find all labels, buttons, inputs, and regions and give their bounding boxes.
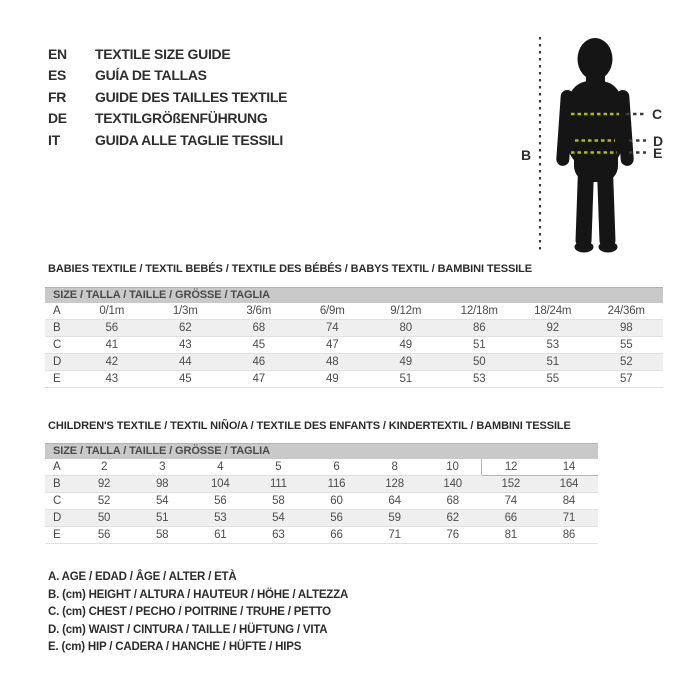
language-list (48, 43, 287, 151)
size-cell: 104 (191, 476, 249, 493)
size-cell: 53 (516, 337, 590, 354)
row-label: B (45, 320, 75, 337)
size-cell: 59 (366, 510, 424, 527)
baby-silhouette-icon (556, 38, 634, 253)
size-cell: 164 (540, 476, 598, 493)
size-cell: 51 (443, 337, 517, 354)
size-cell: 98 (133, 476, 191, 493)
table-row (45, 527, 598, 544)
size-cell: 98 (590, 320, 664, 337)
size-cell: 71 (366, 527, 424, 544)
legend-line: A. AGE / EDAD / ÂGE / ALTER / ETÀ (48, 571, 237, 583)
table-row (45, 510, 598, 527)
language-row (48, 43, 287, 65)
size-cell: 18/24m (516, 303, 590, 320)
table-row (45, 476, 598, 493)
size-cell: 6/9m (296, 303, 370, 320)
language-title: TEXTILGRÖßENFÜHRUNG (95, 110, 268, 127)
size-cell: 86 (540, 527, 598, 544)
measurement-legend (48, 569, 348, 657)
size-cell: 49 (296, 371, 370, 388)
row-label: C (45, 337, 75, 354)
size-cell: 84 (540, 493, 598, 510)
size-cell: 152 (482, 476, 540, 493)
size-header-bar: SIZE / TALLA / TAILLE / GRÖSSE / TAGLIA (45, 287, 663, 303)
legend-line: C. (cm) CHEST / PECHO / POITRINE / TRUHE / PETTO (48, 606, 331, 618)
size-cell: 92 (75, 476, 133, 493)
size-cell: 62 (424, 510, 482, 527)
language-code: FR (48, 88, 67, 105)
size-cell: 43 (75, 371, 149, 388)
table-row (45, 337, 663, 354)
legend-line: B. (cm) HEIGHT / ALTURA / HAUTEUR / HÖHE / ALTEZZA (48, 588, 349, 601)
size-cell: 86 (443, 320, 517, 337)
table-row (45, 303, 663, 320)
size-cell: 49 (369, 354, 443, 371)
size-cell: 49 (369, 337, 443, 354)
language-row (48, 65, 287, 87)
size-cell: 61 (191, 527, 249, 544)
size-cell: 56 (75, 320, 149, 337)
size-cell: 1/3m (149, 303, 223, 320)
babies-table-heading: BABIES TEXTILE / TEXTIL BEBÉS / TEXTILE DES BÉBÉS / BABYS TEXTIL / BAMBINI TESSILE (48, 263, 533, 275)
height-label: B (521, 147, 532, 163)
language-title: GUIDA ALLE TAGLIE TESSILI (95, 131, 283, 148)
table-row (45, 320, 663, 337)
size-cell: 55 (516, 371, 590, 388)
size-cell: 47 (222, 371, 296, 388)
size-cell: 56 (191, 493, 249, 510)
size-cell: 51 (369, 371, 443, 388)
size-cell: 128 (366, 476, 424, 493)
children-table-heading: CHILDREN'S TEXTILE / TEXTIL NIÑO/A / TEXTILE DES ENFANTS / KINDERTEXTIL / BAMBINI TESSILE (48, 420, 571, 432)
size-cell: 56 (75, 527, 133, 544)
size-cell: 51 (133, 510, 191, 527)
size-cell: 64 (366, 493, 424, 510)
size-cell: 8 (366, 459, 424, 476)
size-cell: 63 (249, 527, 307, 544)
waist-label: D (653, 133, 664, 149)
size-cell: 0/1m (75, 303, 149, 320)
size-cell: 6 (307, 459, 365, 476)
language-title: GUÍA DE TALLAS (95, 67, 207, 84)
size-cell: 58 (249, 493, 307, 510)
size-cell: 50 (443, 354, 517, 371)
size-cell: 58 (133, 527, 191, 544)
baby-measurement-diagram (495, 20, 695, 260)
hip-label: E (653, 145, 663, 161)
size-cell: 45 (222, 337, 296, 354)
size-cell: 81 (482, 527, 540, 544)
size-cell: 3 (133, 459, 191, 476)
size-cell: 42 (75, 354, 149, 371)
row-label: E (45, 371, 75, 388)
table-row (45, 459, 598, 476)
language-code: IT (48, 131, 60, 148)
table-row (45, 354, 663, 371)
size-cell: 45 (149, 371, 223, 388)
legend-line: D. (cm) WAIST / CINTURA / TAILLE / HÜFTUNG / VITA (48, 623, 328, 636)
language-code: ES (48, 67, 67, 84)
size-header-bar: SIZE / TALLA / TAILLE / GRÖSSE / TAGLIA (45, 443, 598, 459)
size-cell: 2 (75, 459, 133, 476)
size-cell: 41 (75, 337, 149, 354)
language-title: GUIDE DES TAILLES TEXTILE (95, 88, 288, 105)
size-cell: 60 (307, 493, 365, 510)
size-cell: 71 (540, 510, 598, 527)
size-cell: 111 (249, 476, 307, 493)
size-cell: 76 (424, 527, 482, 544)
size-cell: 116 (307, 476, 365, 493)
size-cell: 4 (191, 459, 249, 476)
size-cell: 54 (249, 510, 307, 527)
size-cell: 43 (149, 337, 223, 354)
size-cell: 10 (424, 459, 482, 476)
children-size-table (45, 443, 598, 544)
children-size-grid (45, 459, 598, 544)
row-label: A (45, 459, 75, 476)
size-cell: 62 (149, 320, 223, 337)
size-cell: 66 (482, 510, 540, 527)
language-row (48, 86, 287, 108)
size-cell: 74 (296, 320, 370, 337)
row-label: D (45, 510, 75, 527)
size-cell: 54 (133, 493, 191, 510)
size-cell: 51 (516, 354, 590, 371)
size-cell: 55 (590, 337, 664, 354)
size-cell: 68 (222, 320, 296, 337)
size-cell: 48 (296, 354, 370, 371)
language-code: EN (48, 45, 67, 62)
babies-size-grid (45, 303, 663, 388)
size-cell: 56 (307, 510, 365, 527)
row-label: B (45, 476, 75, 493)
legend-line: E. (cm) HIP / CADERA / HANCHE / HÜFTE / HIPS (48, 641, 302, 653)
size-cell: 3/6m (222, 303, 296, 320)
row-label: E (45, 527, 75, 544)
size-cell: 57 (590, 371, 664, 388)
size-cell: 46 (222, 354, 296, 371)
language-code: DE (48, 110, 67, 127)
size-cell: 74 (482, 493, 540, 510)
size-cell: 47 (296, 337, 370, 354)
size-cell: 5 (249, 459, 307, 476)
size-cell: 52 (75, 493, 133, 510)
table-row (45, 371, 663, 388)
chest-label: C (652, 106, 663, 122)
size-cell: 9/12m (369, 303, 443, 320)
language-row (48, 129, 287, 151)
size-cell: 50 (75, 510, 133, 527)
size-cell: 52 (590, 354, 664, 371)
size-cell: 24/36m (590, 303, 664, 320)
row-label: A (45, 303, 75, 320)
size-cell: 14 (540, 459, 598, 476)
size-cell: 68 (424, 493, 482, 510)
size-cell: 12/18m (443, 303, 517, 320)
size-cell: 92 (516, 320, 590, 337)
language-title: TEXTILE SIZE GUIDE (95, 45, 231, 62)
babies-size-table (45, 287, 663, 388)
size-cell: 80 (369, 320, 443, 337)
row-label: D (45, 354, 75, 371)
size-cell: 66 (307, 527, 365, 544)
language-row (48, 108, 287, 130)
size-cell: 53 (443, 371, 517, 388)
size-cell: 12 (482, 459, 540, 476)
size-cell: 53 (191, 510, 249, 527)
size-cell: 140 (424, 476, 482, 493)
row-label: C (45, 493, 75, 510)
table-row (45, 493, 598, 510)
size-cell: 44 (149, 354, 223, 371)
